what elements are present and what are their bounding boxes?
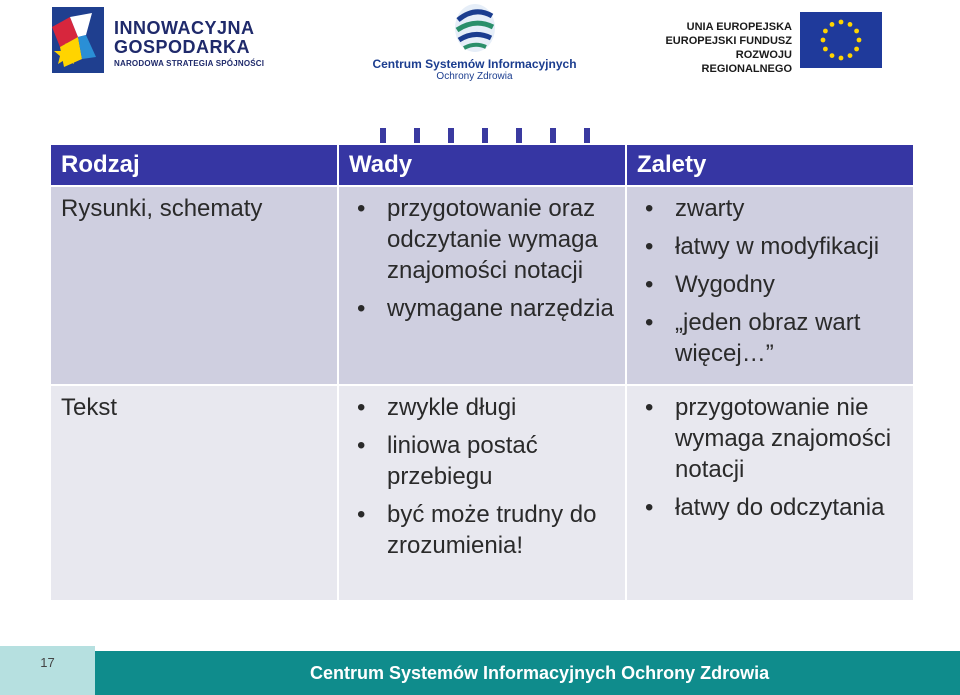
list-item: • być może trudny do zrozumienia!: [349, 499, 617, 561]
row-type-cell: Tekst: [50, 385, 338, 601]
column-header-type: Rodzaj: [50, 144, 338, 186]
eu-logo-text: UNIA EUROPEJSKA EUROPEJSKI FUNDUSZ ROZWOJU REGIONALNEGO: [665, 21, 792, 75]
comparison-table: [49, 143, 915, 602]
pros-list: [637, 193, 905, 369]
list-item: • łatwy do odczytania: [637, 492, 905, 523]
table-header-row: [50, 144, 914, 186]
ig-flag-icon: [52, 7, 104, 73]
pros-cell: [626, 385, 914, 601]
cons-cell: [338, 385, 626, 601]
csioz-logo-subtitle: Ochrony Zdrowia: [436, 71, 513, 82]
ig-logo-subtitle: NARODOWA STRATEGIA SPÓJNOŚCI: [114, 59, 265, 68]
list-item: • Wygodny: [637, 269, 905, 300]
eu-flag-icon: [800, 12, 882, 68]
list-item: • łatwy w modyfikacji: [637, 231, 905, 262]
table-row: [50, 385, 914, 601]
list-item: • „jeden obraz wart więcej…”: [637, 307, 905, 369]
header: [0, 0, 960, 95]
footer-bar: [95, 651, 960, 695]
pros-list: [637, 392, 905, 523]
row-type-cell: Rysunki, schematy: [50, 186, 338, 385]
csioz-swirl-icon: [452, 2, 498, 54]
footer-text: Centrum Systemów Informacyjnych Ochrony Zdrowia: [310, 663, 770, 683]
csioz-logo: [372, 2, 577, 84]
list-item: • przygotowanie oraz odczytanie wymaga znajomości notacji: [349, 193, 617, 286]
column-header-cons: Wady: [338, 144, 626, 186]
list-item: • wymagane narzędzia: [349, 293, 617, 324]
cons-list: [349, 193, 617, 324]
table-row: [50, 186, 914, 385]
list-item: • zwykle długi: [349, 392, 617, 423]
csioz-logo-name: Centrum Systemów Informacyjnych: [372, 57, 577, 71]
page-number: 17: [0, 646, 95, 695]
list-item: • przygotowanie nie wymaga znajomości notacji: [637, 392, 905, 485]
eu-logo: [650, 12, 885, 74]
cons-list: [349, 392, 617, 561]
innowacyjna-gospodarka-logo: [52, 5, 272, 75]
pros-cell: [626, 186, 914, 385]
cons-cell: [338, 186, 626, 385]
ig-logo-text: INNOWACYJNA GOSPODARKA: [114, 18, 255, 57]
column-header-pros: Zalety: [626, 144, 914, 186]
list-item: • liniowa postać przebiegu: [349, 430, 617, 492]
list-item: • zwarty: [637, 193, 905, 224]
footer: [0, 646, 960, 695]
obscured-title-fragment: [380, 128, 640, 144]
